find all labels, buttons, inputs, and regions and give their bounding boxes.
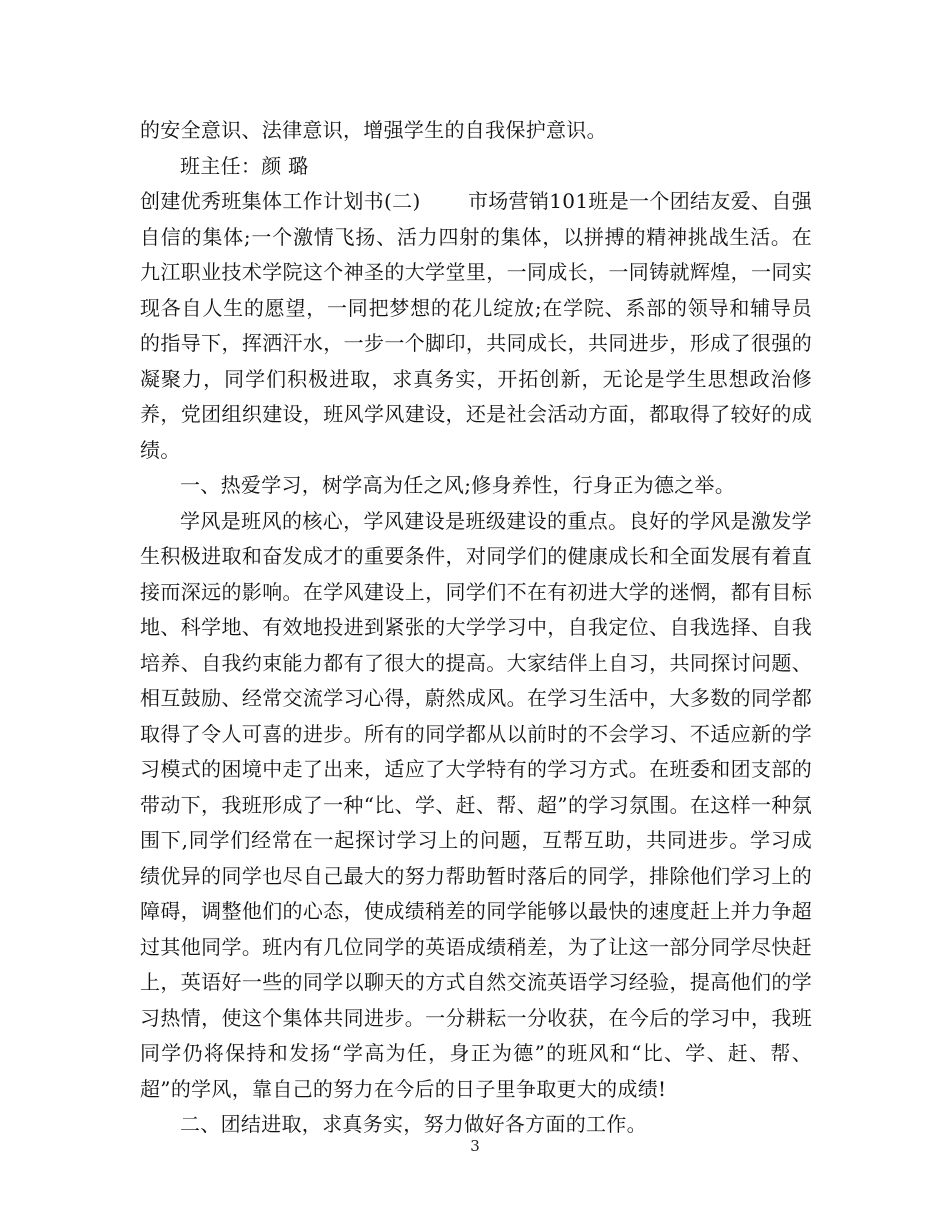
paragraph-section-two-heading: 二、团结进取，求真务实，努力做好各方面的工作。 <box>180 1112 647 1136</box>
paragraph-class-teacher: 班主任：颜 璐 <box>180 153 309 178</box>
paragraph-section-one-heading: 一、热爱学习，树学高为任之风;修身养性，行身正为德之举。 <box>180 473 736 497</box>
document-body <box>140 113 812 1143</box>
paragraph-plan-intro: 创建优秀班集体工作计划书(二) 市场营销101班是一个团结友爱、自强自信的集体;一个激情飞扬、活力四射的集体，以拼搏的精神挑战生活。在九江职业技术学院这个神圣的大学堂里，一同成长，一同铸就辉煌，一同实现各自人生的愿望，一同把梦想的花儿绽放;在学院、系部的领导和辅导员的指导下，挥洒汗水，一步一个脚印，共同成长，共同进步，形成了很强的凝聚力，同学们积极进取，求真务实，开拓创新，无论是学生思想政治修养，党团组织建设，班风学风建设，还是社会活动方面，都取得了较好的成绩。 <box>140 189 812 462</box>
paragraph-study-style: 学风是班风的核心，学风建设是班级建设的重点。良好的学风是激发学生积极进取和奋发成才的重要条件，对同学们的健康成长和全面发展有着直接而深远的影响。在学风建设上，同学们不在有初进大学的迷惘，都有目标地、科学地、有效地投进到紧张的大学学习中，自我定位、自我选择、自我培养、自我约束能力都有了很大的提高。大家结伴上自习，共同探讨问题、相互鼓励、经常交流学习心得，蔚然成风。在学习生活中，大多数的同学都取得了令人可喜的进步。所有的同学都从以前时的不会学习、不适应新的学习模式的困境中走了出来，适应了大学特有的学习方式。在班委和团支部的带动下，我班形成了一种“比、学、赶、帮、超”的学习氛围。在这样一种氛围下,同学们经常在一起探讨学习上的问题，互帮互助，共同进步。学习成绩优异的同学也尽自己最大的努力帮助暂时落后的同学，排除他们学习上的障碍，调整他们的心态，使成绩稍差的同学能够以最快的速度赶上并力争超过其他同学。班内有几位同学的英语成绩稍差，为了让这一部分同学尽快赶上，英语好一些的同学以聊天的方式自然交流英语学习经验，提高他们的学习热情，使这个集体共同进步。一分耕耘一分收获，在今后的学习中，我班同学仍将保持和发扬“学高为任，身正为德”的班风和“比、学、赶、帮、超”的学风，靠自己的努力在今后的日子里争取更大的成绩! <box>140 508 812 1101</box>
paragraph-safety-awareness: 的安全意识、法律意识，增强学生的自我保护意识。 <box>140 118 607 142</box>
page-number: 3 <box>470 1137 480 1155</box>
